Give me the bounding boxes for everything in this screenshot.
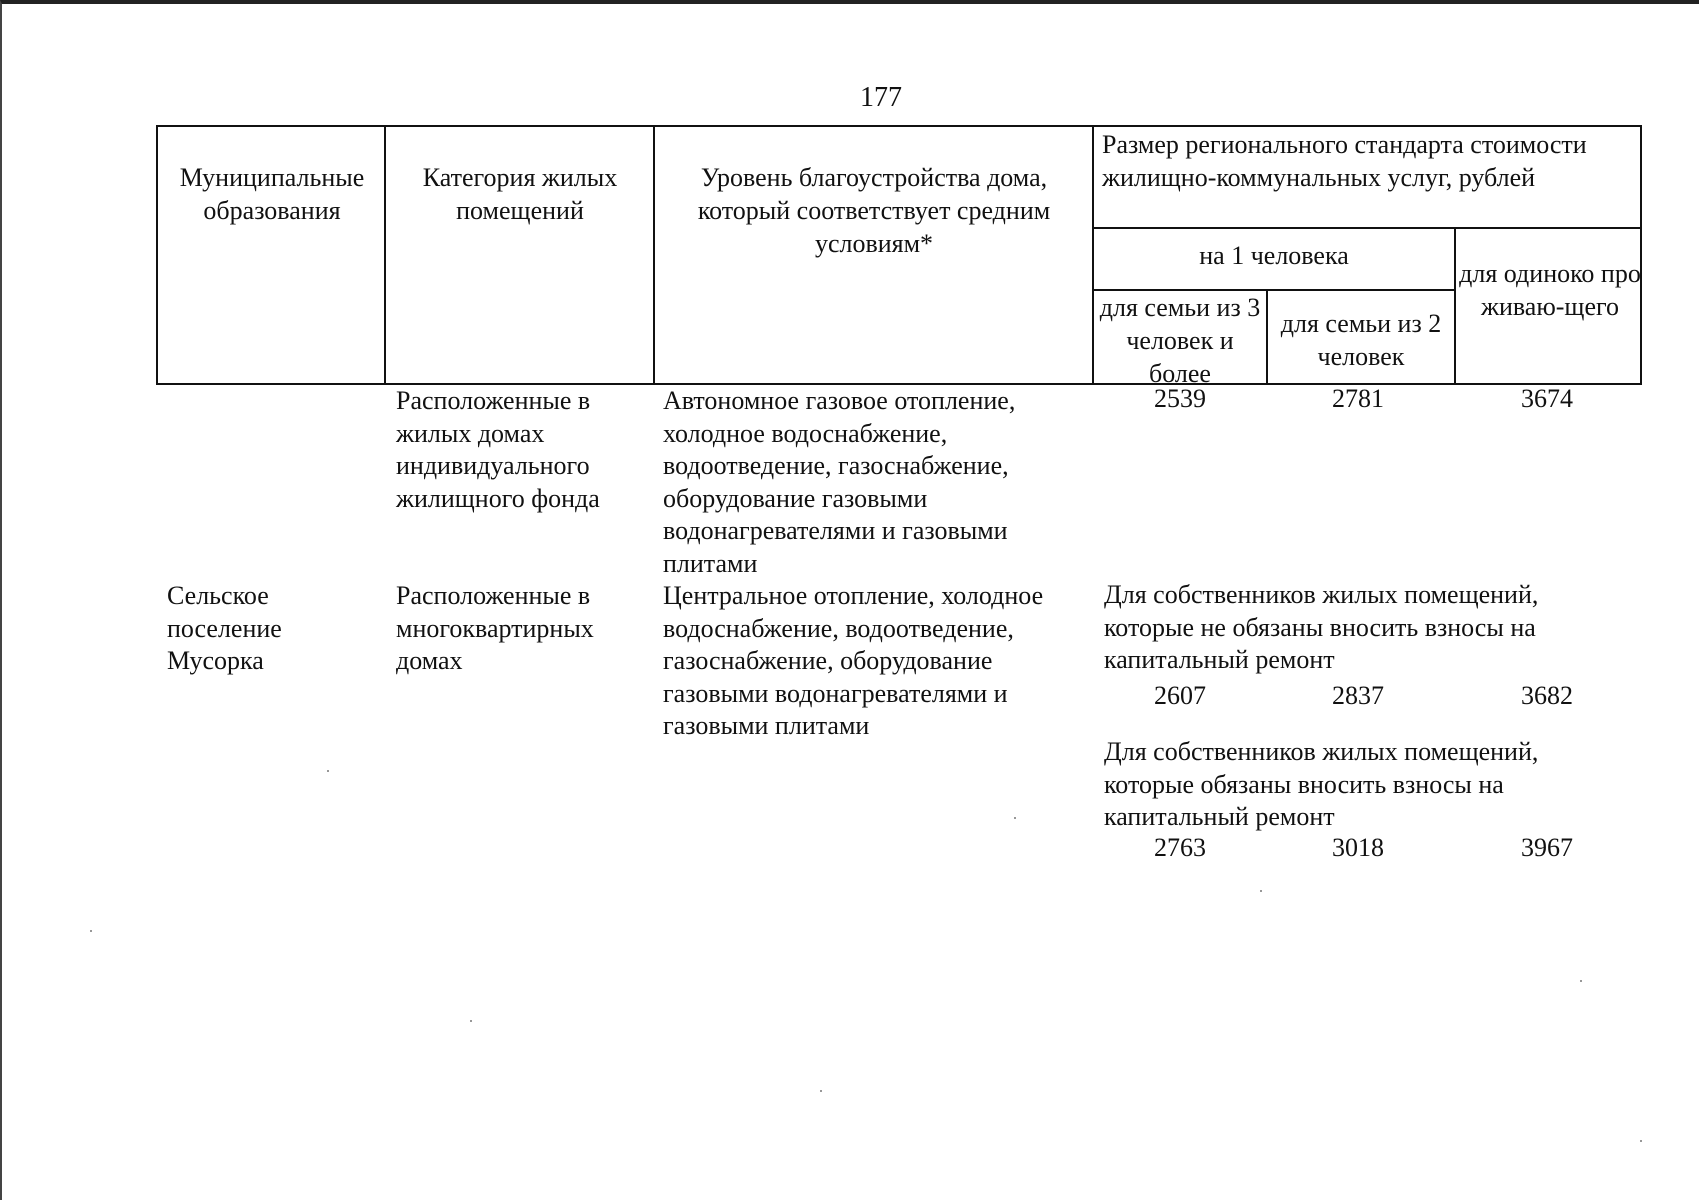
header-family-2: для семьи из 2 человек: [1280, 309, 1442, 371]
scan-speck: [1640, 1140, 1642, 1142]
scan-speck: [1580, 980, 1582, 982]
row2-note-no-capital-repair: Для собственников жилых помещений, которые не обязаны вносить взносы на капитальный ремонт: [1104, 580, 1539, 674]
header-standard-size: Размер регионального стандарта стоимости жилищно-коммунальных услуг, рублей: [1102, 130, 1587, 192]
row1-value-family-3plus: 2539: [1154, 384, 1206, 413]
header-per-person: на 1 человека: [1199, 241, 1349, 270]
row1-comfort-level: Автономное газовое отопление, холодное водоснабжение, водоотведение, газоснабжение, оборудование газовыми водонагревателями и газовыми плитами: [663, 386, 1016, 578]
row2-group1-value-family-3plus: 2607: [1154, 681, 1206, 710]
scan-speck: [820, 1090, 822, 1092]
scan-speck: [1260, 890, 1262, 892]
table-header: [156, 125, 1642, 388]
row2-category: Расположенные в многоквартирных домах: [396, 581, 594, 675]
column-divider: [1454, 227, 1456, 383]
header-comfort-level: Уровень благоустройства дома, который соответствует средним условиям*: [697, 163, 1051, 258]
row1-category: Расположенные в жилых домах индивидуального жилищного фонда: [396, 386, 600, 513]
column-divider: [653, 127, 655, 383]
header-category: Категория жилых помещений: [422, 163, 618, 225]
scan-speck: [327, 770, 329, 772]
row2-municipality: Сельское поселение Мусорка: [167, 581, 282, 675]
header-family-3plus: для семьи из 3 человек и более: [1099, 293, 1261, 388]
row2-group1-value-family-2: 2837: [1332, 681, 1384, 710]
row2-group1-value-single: 3682: [1521, 681, 1573, 710]
row2-note-capital-repair: Для собственников жилых помещений, которые обязаны вносить взносы на капитальный ремонт: [1104, 737, 1539, 831]
row-divider: [1092, 227, 1642, 229]
scan-speck: [90, 930, 92, 932]
row1-value-single: 3674: [1521, 384, 1573, 413]
scan-speck: [470, 1020, 472, 1022]
row1-value-family-2: 2781: [1332, 384, 1384, 413]
header-single: для одиноко проживаю-щего: [1459, 259, 1641, 321]
page-number: 177: [860, 82, 902, 113]
scan-speck: [1014, 817, 1016, 819]
row2-group2-value-single: 3967: [1521, 833, 1573, 862]
row2-comfort-level: Центральное отопление, холодное водоснабжение, водоотведение, газоснабжение, оборудование газовыми водонагревателями и газовыми плитами: [663, 581, 1044, 740]
row2-group2-value-family-3plus: 2763: [1154, 833, 1206, 862]
row2-group2-value-family-2: 3018: [1332, 833, 1384, 862]
column-divider: [384, 127, 386, 383]
header-municipality: Муниципальные образования: [179, 163, 365, 225]
